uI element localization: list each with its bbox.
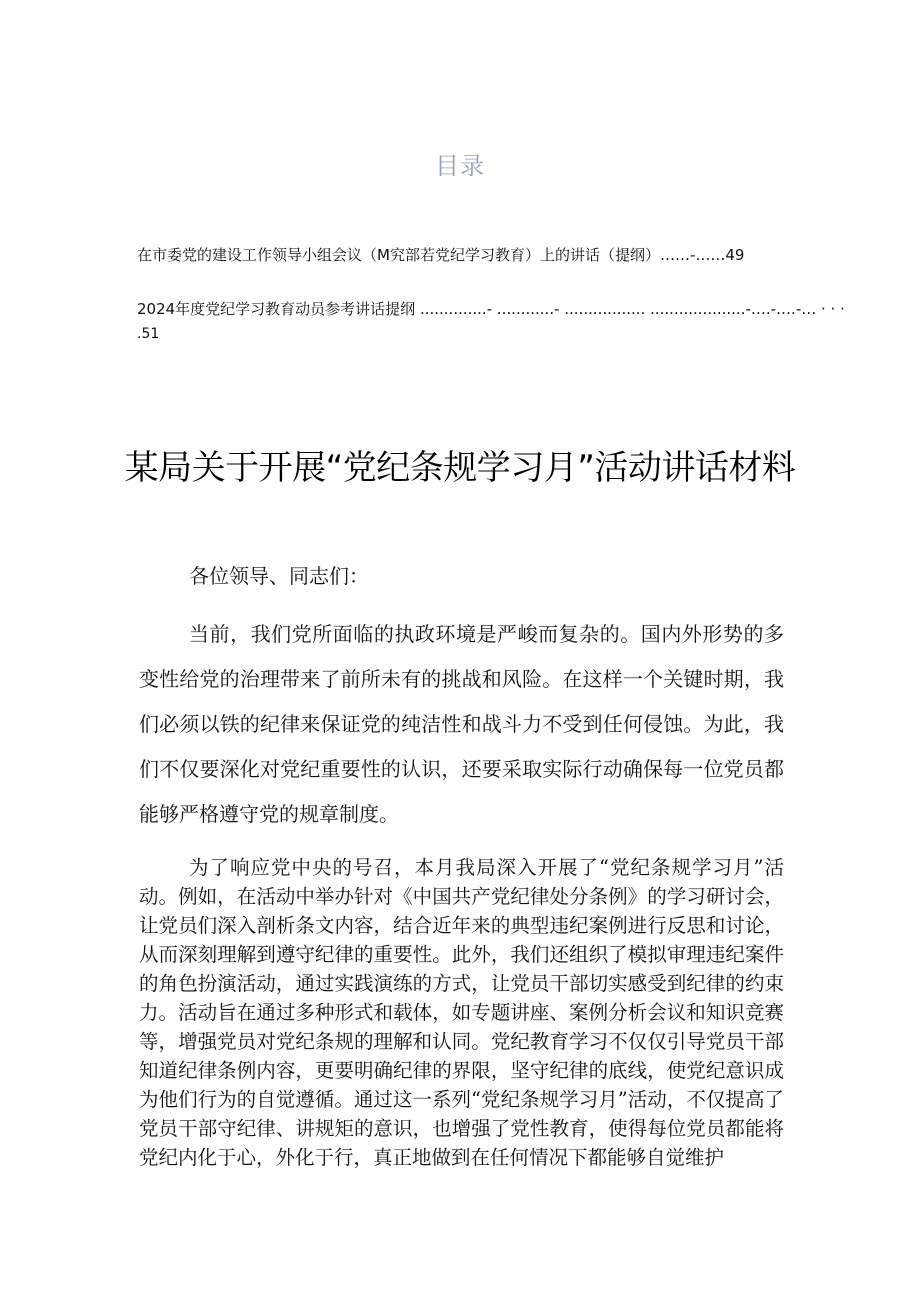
salutation: 各位领导、同志们： bbox=[189, 564, 369, 588]
toc-entry[interactable]: 2024年度党纪学习教育动员参考讲话提纲 ..............- ............- ................. ....................-….-….-… · · · bbox=[137, 300, 845, 318]
toc-heading: 目录 bbox=[435, 152, 485, 180]
document-title: 某局关于开展“党纪条规学习月”活动讲话材料 bbox=[124, 447, 796, 488]
toc-entry-page-number: .51 bbox=[137, 326, 160, 342]
body-paragraph: 为了响应党中央的号召，本月我局深入开展了“党纪条规学习月”活动。例如，在活动中举办针对《中国共产党纪律处分条例》的学习研讨会，让党员们深入剖析条文内容，结合近年来的典型违纪案例进行反思和讨论，从而深刻理解到遵守纪律的重要性。此外，我们还组织了模拟审理违纪案件的角色扮演活动，通过实践演练的方式，让党员干部切实感受到纪律的约束力。活动旨在通过多种形式和载体，如专题讲座、案例分析会议和知识竞赛等，增强党员对党纪条规的理解和认同。党纪教育学习不仅仅引导党员干部知道纪律条例内容，更要明确纪律的界限，坚守纪律的底线，使党纪意识成为他们行为的自觉遵循。通过这一系列“党纪条规学习月”活动，不仅提高了党员干部守纪律、讲规矩的意识，也增强了党性教育，使得每位党员都能将党纪内化于心，外化于行，真正地做到在任何情况下都能够自觉维护 bbox=[139, 856, 784, 1169]
toc-entry[interactable]: 在市委党的建设工作领导小组会议（M究部若党纪学习教育）上的讲话（提纲）……-……49 bbox=[137, 246, 745, 264]
body-paragraph: 当前，我们党所面临的执政环境是严峻而复杂的。国内外形势的多变性给党的治理带来了前所未有的挑战和风险。在这样一个关键时期，我们必须以铁的纪律来保证党的纯洁性和战斗力不受到任何侵蚀。为此，我们不仅要深化对党纪重要性的认识，还要采取实际行动确保每一位党员都能够严格遵守党的规章制度。 bbox=[139, 622, 784, 826]
